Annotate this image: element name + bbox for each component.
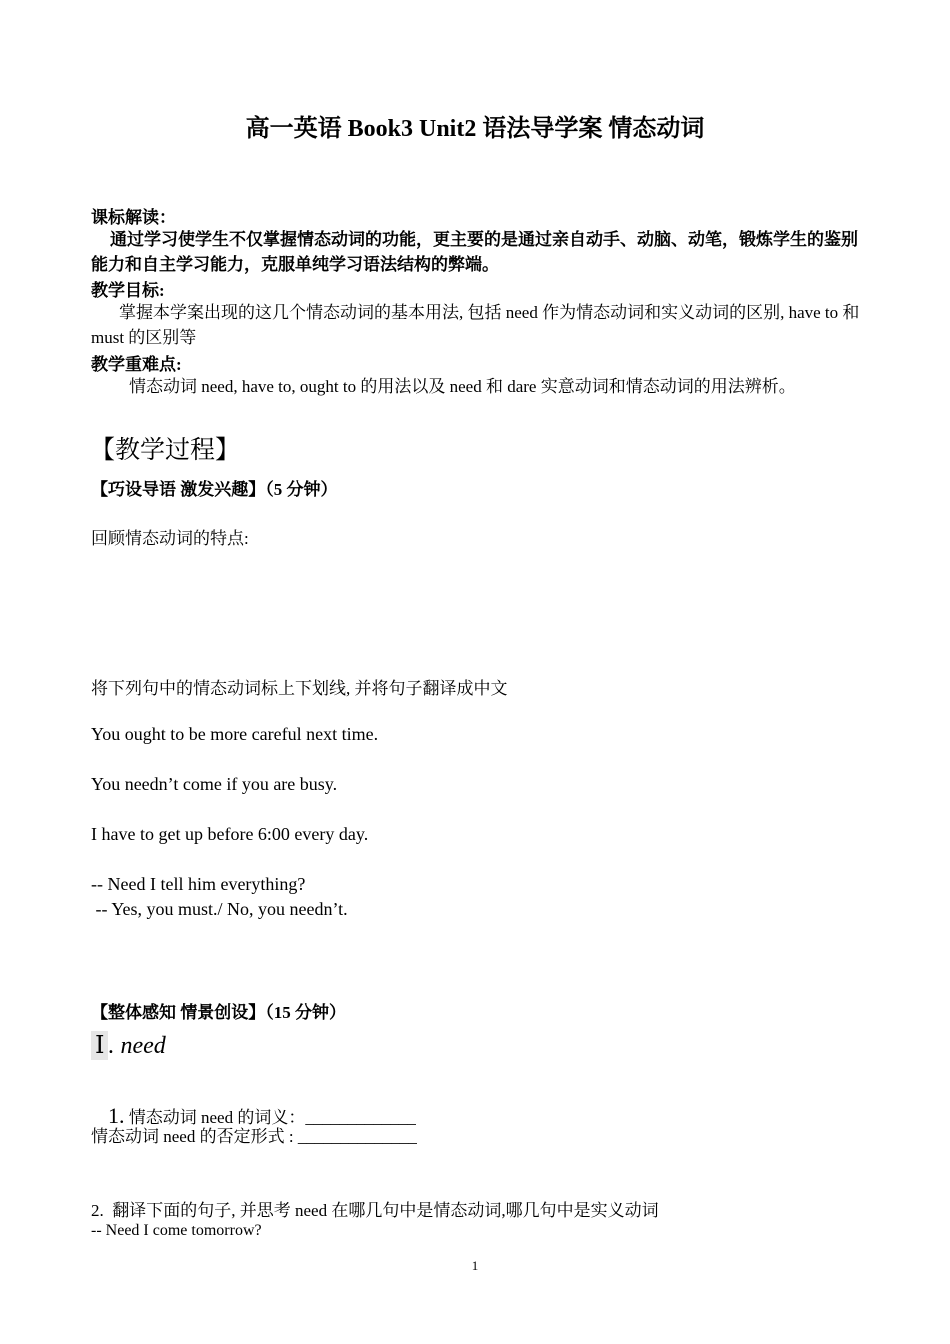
part2-heading: 【整体感知 情景创设】（15 分钟） [91, 1003, 346, 1022]
standards-label: 课标解读： [91, 208, 176, 227]
question-number: 1. [108, 1103, 125, 1128]
example-sentence: You ought to be more careful next time. [91, 724, 379, 744]
standards-text: 通过学习使学生不仅掌握情态动词的功能，更主要的是通过亲自动手、动脑、动笔，锻炼学生的鉴别能力和自主学习能力，克服单纯学习语法结构的弊端。 [91, 230, 858, 274]
question-2-example: -- Need I come tomorrow? [91, 1222, 262, 1239]
example-sentence: -- Need I tell him everything? [91, 874, 306, 894]
question-text: 情态动词 need 的词义：_____________ [124, 1108, 416, 1127]
objectives-text: 掌握本学案出现的这几个情态动词的基本用法, 包括 need 作为情态动词和实义动词的区别, have to 和 must 的区别等 [91, 303, 860, 347]
need-subheading [91, 1031, 166, 1060]
document-title: 高一英语 Book3 Unit2 语法导学案 情态动词 [245, 116, 705, 142]
process-heading: 【教学过程】 [90, 437, 241, 464]
question-2: 2. 翻译下面的句子, 并思考 need 在哪几句中是情态动词,哪几句中是实义动词 [91, 1201, 659, 1220]
instruction-text: 将下列句中的情态动词标上下划线, 并将句子翻译成中文 [91, 679, 508, 698]
example-sentence: You needn’t come if you are busy. [91, 774, 338, 794]
roman-numeral: Ⅰ [91, 1031, 108, 1060]
need-topic: . need [108, 1033, 166, 1059]
page-number: 1 [471, 1258, 479, 1273]
review-text: 回顾情态动词的特点: [91, 529, 249, 548]
part1-heading: 【巧设导语 激发兴趣】（5 分钟） [91, 480, 338, 499]
example-sentence: I have to get up before 6:00 every day. [91, 824, 369, 844]
key-points-label: 教学重难点: [91, 355, 182, 374]
key-points-text: 情态动词 need, have to, ought to 的用法以及 need 和 dare 实意动词和情态动词的用法辨析。 [129, 377, 796, 396]
question-1-negative: 情态动词 need 的否定形式 : ______________ [91, 1127, 417, 1146]
objectives-label: 教学目标: [91, 281, 165, 300]
example-sentence: -- Yes, you must./ No, you needn’t. [91, 899, 348, 919]
